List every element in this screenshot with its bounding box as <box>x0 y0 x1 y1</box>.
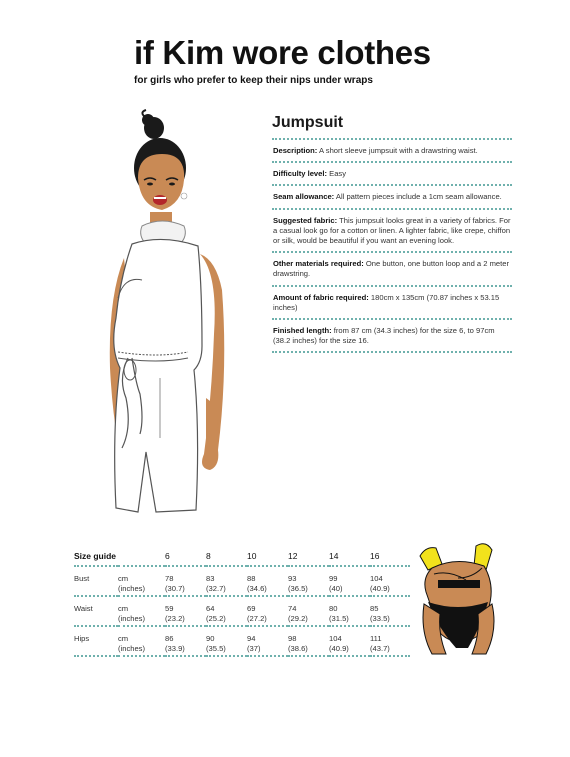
measurement-value: 94 (37) <box>247 626 288 656</box>
size-header: 10 <box>247 551 257 561</box>
measurement-value: 99 (40) <box>329 566 370 596</box>
table-row <box>74 626 410 656</box>
size-guide-header <box>74 546 410 566</box>
measurement-value: 104 (40.9) <box>370 566 410 596</box>
measurement-value: 78 (30.7) <box>165 566 206 596</box>
detail-seam-allowance: Seam allowance: All pattern pieces include a 1cm seam allowance. <box>272 186 512 209</box>
measurement-value: 83 (32.7) <box>206 566 247 596</box>
measurement-units: cm (inches) <box>118 566 165 596</box>
measurement-value: 98 (38.6) <box>288 626 329 656</box>
detail-other-materials: Other materials required: One button, one button loop and a 2 meter drawstring. <box>272 253 512 286</box>
measurement-value: 93 (36.5) <box>288 566 329 596</box>
measurement-units: cm (inches) <box>118 626 165 656</box>
size-header: 16 <box>370 551 380 561</box>
detail-difficulty: Difficulty level: Easy <box>272 163 512 186</box>
measurement-value: 59 (23.2) <box>165 596 206 626</box>
measurement-name: Hips <box>74 626 118 656</box>
measurement-value: 88 (34.6) <box>247 566 288 596</box>
measurement-value: 104 (40.9) <box>329 626 370 656</box>
table-row <box>74 596 410 626</box>
measurement-value: 86 (33.9) <box>165 626 206 656</box>
table-row <box>74 566 410 596</box>
pattern-info <box>272 114 512 353</box>
page-title: if Kim wore clothes <box>134 34 431 71</box>
measurement-name: Waist <box>74 596 118 626</box>
measurement-value: 85 (33.5) <box>370 596 410 626</box>
detail-fabric-amount: Amount of fabric required: 180cm x 135cm (70.87 inches x 53.15 inches) <box>272 287 512 320</box>
pattern-title: Jumpsuit <box>272 114 512 140</box>
detail-description: Description: A short sleeve jumpsuit with a drawstring waist. <box>272 140 512 163</box>
size-header: 14 <box>329 551 339 561</box>
measurement-name: Bust <box>74 566 118 596</box>
size-guide-label: Size guide <box>74 551 117 561</box>
detail-suggested-fabric: Suggested fabric: This jumpsuit looks great in a variety of fabrics. For a casual look go for a cotton or linen. A lighter fabric, like crepe, chiffon or silk, would be beautiful if you want an evening look. <box>272 210 512 254</box>
size-header: 6 <box>165 551 170 561</box>
measurement-value: 80 (31.5) <box>329 596 370 626</box>
page-subtitle: for girls who prefer to keep their nips under wraps <box>134 75 373 86</box>
measurement-value: 90 (35.5) <box>206 626 247 656</box>
swimsuit-illustration <box>412 538 504 660</box>
size-header: 8 <box>206 551 211 561</box>
size-header: 12 <box>288 551 298 561</box>
detail-finished-length: Finished length: from 87 cm (34.3 inches) for the size 6, to 97cm (38.2 inches) for the size 16. <box>272 320 512 353</box>
measurement-value: 69 (27.2) <box>247 596 288 626</box>
size-guide-table <box>74 546 410 657</box>
measurement-units: cm (inches) <box>118 596 165 626</box>
jumpsuit-illustration <box>88 108 238 526</box>
measurement-value: 64 (25.2) <box>206 596 247 626</box>
measurement-value: 111 (43.7) <box>370 626 410 656</box>
measurement-value: 74 (29.2) <box>288 596 329 626</box>
